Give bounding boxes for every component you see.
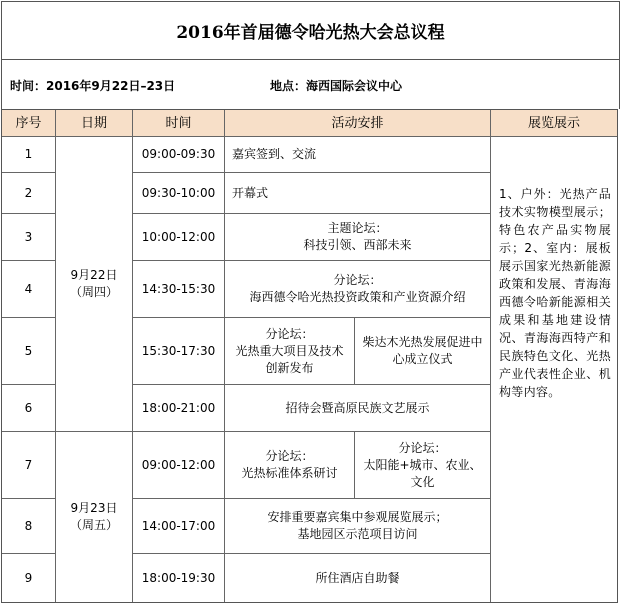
row-1-seq: 1	[2, 137, 56, 173]
row-3-activity-title: 主题论坛：	[327, 221, 388, 235]
row-5-left-title: 分论坛：	[265, 326, 314, 341]
row-3-activity	[225, 214, 491, 261]
row-7-time: 09:00-12:00	[133, 432, 225, 499]
row-8-activity	[225, 499, 491, 554]
row-7-activity-left	[225, 432, 355, 499]
row-4-activity-text: 海西德令哈光热投资政策和产业资源介绍	[249, 290, 466, 304]
header-activity: 活动安排	[225, 110, 491, 137]
row-5-left-text: 光热重大项目及技术创新发布	[235, 343, 344, 375]
row-7-right-title: 分论坛：	[398, 440, 447, 455]
row-4-seq: 4	[2, 261, 56, 318]
day1-date: 9月22日	[70, 268, 118, 282]
header-time: 时间	[133, 110, 225, 137]
row-3-seq: 3	[2, 214, 56, 261]
header-seq: 序号	[2, 110, 56, 137]
row-6-seq: 6	[2, 385, 56, 432]
row-2-seq: 2	[2, 173, 56, 214]
row-5-activity-left	[225, 318, 355, 385]
row-1-activity: 嘉宾签到、交流	[225, 137, 491, 173]
header-date: 日期	[56, 110, 133, 137]
event-place: 地点：海西国际会议中心	[270, 79, 403, 93]
row-2-activity: 开幕式	[225, 173, 491, 214]
agenda-table	[1, 109, 618, 603]
day1-weekday: （周四）	[69, 285, 118, 299]
row-5-activity-right: 柴达木光热发展促进中心成立仪式	[355, 318, 491, 385]
row-8-activity-line2: 基地园区示范项目访问	[297, 527, 418, 541]
row-4-activity-title: 分论坛：	[333, 273, 382, 287]
row-3-activity-text: 科技引领、西部未来	[303, 238, 412, 252]
date-cell-day2	[56, 432, 133, 602]
row-7-activity-right	[355, 432, 491, 499]
row-7-seq: 7	[2, 432, 56, 499]
day2-weekday: （周五）	[69, 518, 118, 532]
agenda-title: 2016年首届德令哈光热大会总议程	[1, 1, 620, 59]
row-5-seq: 5	[2, 318, 56, 385]
exhibition-cell: 1、户外：光热产品技术实物模型展示；特色农产品实物展示；2、室内：展板展示国家光热新能源政策和发展、青海海西德令哈新能源相关成果和基地建设情况、青海海西特产和民族特色文化、光热产业代表性企业、机构等内容。	[499, 187, 611, 399]
row-4-time: 14:30-15:30	[133, 261, 225, 318]
row-4-activity	[225, 261, 491, 318]
row-2-time: 09:30-10:00	[133, 173, 225, 214]
header-exhibition: 展览展示	[491, 110, 617, 137]
row-9-time: 18:00-19:30	[133, 554, 225, 602]
row-7-left-title: 分论坛：	[265, 449, 314, 463]
event-time: 时间：2016年9月22日–23日	[10, 79, 176, 93]
row-6-activity: 招待会暨高原民族文艺展示	[225, 385, 491, 432]
date-cell-day1	[56, 137, 133, 432]
info-row	[1, 59, 620, 109]
row-8-activity-line1: 安排重要嘉宾集中参观展览展示；	[267, 510, 448, 524]
row-6-time: 18:00-21:00	[133, 385, 225, 432]
row-1-time: 09:00-09:30	[133, 137, 225, 173]
row-8-seq: 8	[2, 499, 56, 554]
row-7-left-text: 光热标准体系研讨	[241, 466, 338, 480]
day2-date: 9月23日	[70, 501, 118, 515]
row-8-time: 14:00-17:00	[133, 499, 225, 554]
row-5-time: 15:30-17:30	[133, 318, 225, 385]
row-9-activity: 所住酒店自助餐	[225, 554, 491, 602]
row-3-time: 10:00-12:00	[133, 214, 225, 261]
row-7-right-text: 太阳能+城市、农业、文化	[363, 457, 482, 489]
row-9-seq: 9	[2, 554, 56, 602]
